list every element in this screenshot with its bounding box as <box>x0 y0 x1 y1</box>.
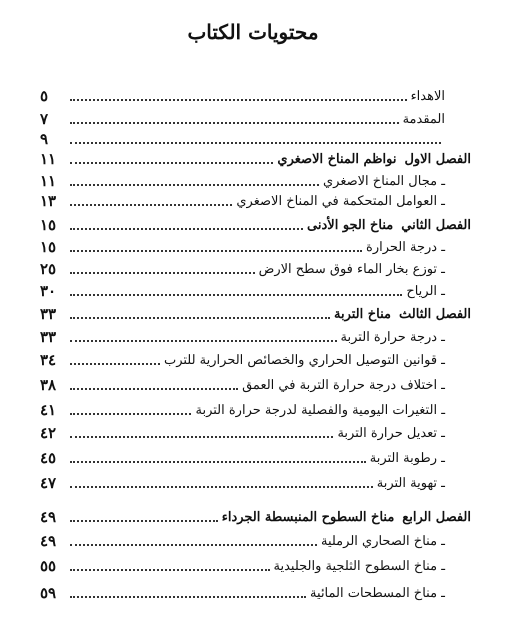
toc-label: مناخ الجو الأدنى <box>307 217 394 233</box>
toc-entry <box>40 422 471 444</box>
toc-label: ـ العوامل المتحكمة في المناخ الاصغري <box>236 193 445 209</box>
toc-label: المقدمة <box>402 111 445 127</box>
dot-leader <box>70 161 273 164</box>
toc-page: ٥٥ <box>40 557 57 575</box>
toc-entry <box>40 399 471 421</box>
toc-entry <box>40 85 471 107</box>
toc-label: مناخ السطوح المنبسطة الجرداء <box>221 509 395 525</box>
toc-page: ٧ <box>40 110 49 128</box>
toc-label: ـ قوانين التوصيل الحراري والخصائص الحرارية للترب <box>163 352 445 368</box>
toc-entry <box>40 582 471 604</box>
toc-page: ٣٨ <box>40 376 57 394</box>
toc-label: ـ تهوية التربة <box>376 475 445 491</box>
dot-leader <box>70 316 330 319</box>
toc-entry <box>40 170 471 192</box>
toc-entry <box>40 447 471 469</box>
toc-page: ٣٣ <box>40 305 57 323</box>
toc-label: الاهداء <box>410 88 445 104</box>
toc-label: ـ التغيرات اليومية والفصلية لدرجة حرارة التربة <box>195 402 445 418</box>
toc-entry <box>40 555 471 577</box>
toc-entry <box>40 506 471 528</box>
toc-chapter: الفصل الثالث <box>399 306 471 322</box>
toc-entry <box>40 326 471 348</box>
toc-page: ٤٩ <box>40 532 57 550</box>
dot-leader <box>70 362 160 365</box>
dot-leader <box>70 121 399 124</box>
toc-page: ٥٩ <box>40 584 57 602</box>
toc-label: ـ تعديل حرارة التربة <box>337 425 445 441</box>
dot-leader <box>70 519 218 522</box>
toc-page: ٥ <box>40 87 49 105</box>
toc-entry <box>40 280 471 302</box>
toc-page: ١٥ <box>40 238 57 256</box>
toc-page: ٢٥ <box>40 260 57 278</box>
dot-leader <box>70 435 333 438</box>
dot-leader <box>70 387 238 390</box>
dot-leader <box>70 543 317 546</box>
dot-leader <box>70 249 362 252</box>
toc-page: ١١ <box>40 150 57 168</box>
toc-page: ١٣ <box>40 192 57 210</box>
toc-chapter: الفصل الاول <box>404 151 471 167</box>
dot-leader <box>70 460 366 463</box>
dot-leader <box>70 595 306 598</box>
toc-entry <box>40 258 471 280</box>
page-title: محتويات الكتاب <box>187 20 319 44</box>
toc-page: ٤٢ <box>40 424 57 442</box>
dot-leader <box>70 271 255 274</box>
toc-page: ١٥ <box>40 216 57 234</box>
toc-entry <box>40 128 471 150</box>
dot-leader <box>70 339 337 342</box>
toc-page: ٤٥ <box>40 449 57 467</box>
toc-page: ٣٣ <box>40 328 57 346</box>
toc-entry <box>40 374 471 396</box>
toc-chapter: الفصل الرابع <box>402 509 471 525</box>
dot-leader <box>70 98 407 101</box>
toc-entry <box>40 349 471 371</box>
dot-leader <box>70 203 232 206</box>
toc-entry <box>40 108 471 130</box>
toc-label: ـ رطوبة التربة <box>369 450 445 466</box>
toc-page: ٤١ <box>40 401 57 419</box>
dot-leader <box>70 227 303 230</box>
toc-label: ـ درجة الحرارة <box>366 239 445 255</box>
dot-leader <box>70 183 319 186</box>
toc-label: ـ الرياح <box>406 283 445 299</box>
dot-leader <box>70 568 270 571</box>
toc-entry <box>40 530 471 552</box>
dot-leader <box>70 485 373 488</box>
toc-entry <box>40 472 471 494</box>
toc-label: ـ توزع بخار الماء فوق سطح الارض <box>258 261 445 277</box>
dot-leader <box>70 141 441 144</box>
toc-page: ٤٧ <box>40 474 57 492</box>
toc-page: ٣٠ <box>40 282 57 300</box>
toc-label: مناخ التربة <box>333 306 392 322</box>
toc-page: ٤٩ <box>40 508 57 526</box>
toc-page: ١١ <box>40 172 57 190</box>
dot-leader <box>70 293 402 296</box>
toc-page: ٣٤ <box>40 351 57 369</box>
toc-label: ـ مناخ السطوح الثلجية والجليدية <box>273 558 445 574</box>
toc-label: ـ اختلاف درجة حرارة التربة في العمق <box>242 377 445 393</box>
toc-entry <box>40 236 471 258</box>
toc-label: ـ درجة حرارة التربة <box>340 329 445 345</box>
toc-entry <box>40 303 471 325</box>
toc-label: ـ مناخ الصحاري الرملية <box>320 533 445 549</box>
toc-entry <box>40 214 471 236</box>
toc-label: ـ مناخ المسطحات المائية <box>310 585 445 601</box>
toc-chapter: الفصل الثاني <box>401 217 471 233</box>
toc-label: نواظم المناخ الاصغري <box>277 151 397 167</box>
toc-entry <box>40 148 471 170</box>
toc-label: ـ مجال المناخ الاصغري <box>322 173 445 189</box>
toc-entry <box>40 190 471 212</box>
dot-leader <box>70 412 191 415</box>
toc-page: ٩ <box>40 130 49 148</box>
